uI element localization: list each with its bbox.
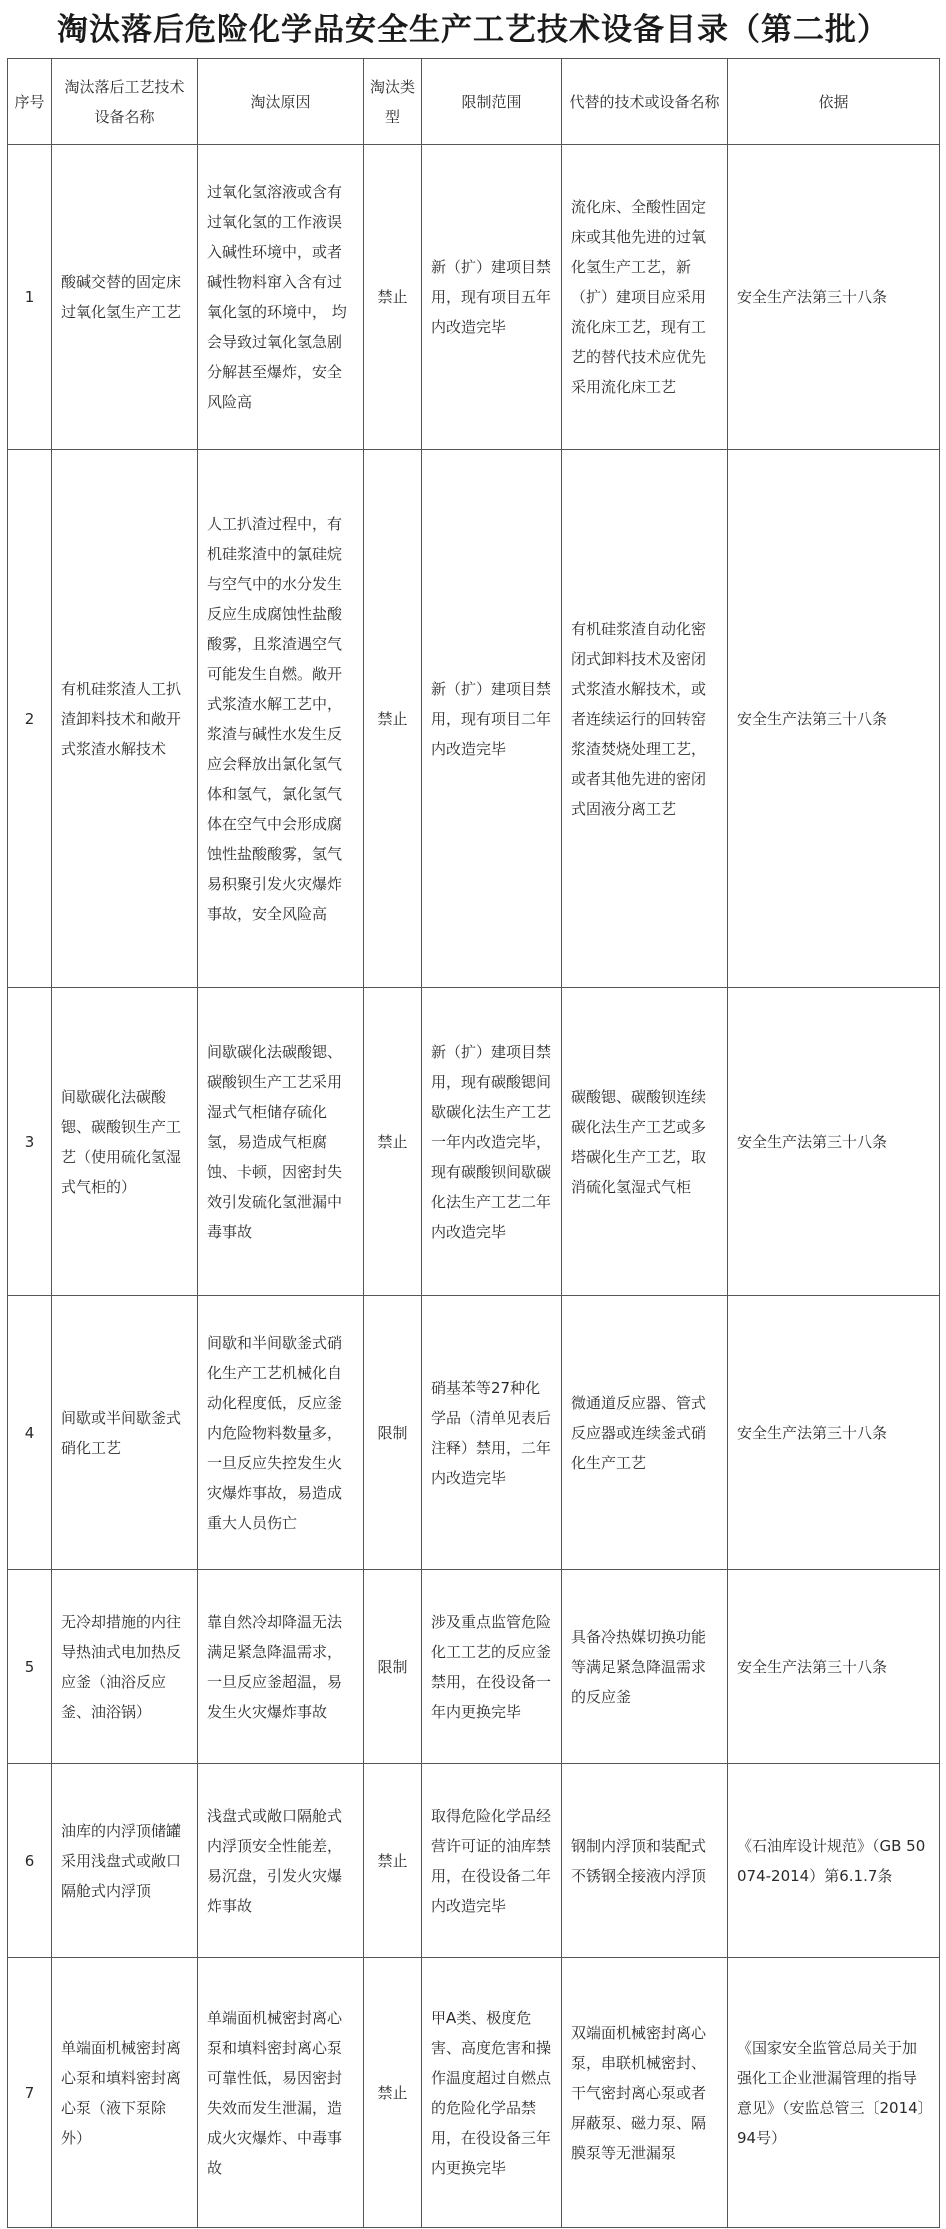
cell-scope: 硝基苯等27种化学品（清单见表后注释）禁用，二年内改造完毕 bbox=[422, 1296, 562, 1570]
catalog-table bbox=[7, 58, 940, 2228]
page-title: 淘汰落后危险化学品安全生产工艺技术设备目录（第二批） bbox=[57, 12, 889, 48]
header-name: 淘汰落后工艺技术设备名称 bbox=[52, 59, 198, 145]
cell-seq: 6 bbox=[8, 1764, 52, 1958]
cell-name: 油库的内浮顶储罐采用浅盘式或敞口隔舱式内浮顶 bbox=[52, 1764, 198, 1958]
cell-seq: 2 bbox=[8, 450, 52, 988]
cell-basis: 安全生产法第三十八条 bbox=[728, 1296, 940, 1570]
header-seq: 序号 bbox=[8, 59, 52, 145]
cell-basis: 安全生产法第三十八条 bbox=[728, 1570, 940, 1764]
cell-name: 酸碱交替的固定床过氧化氢生产工艺 bbox=[52, 145, 198, 450]
cell-name: 间歇或半间歇釜式硝化工艺 bbox=[52, 1296, 198, 1570]
cell-reason: 靠自然冷却降温无法满足紧急降温需求，一旦反应釜超温，易发生火灾爆炸事故 bbox=[198, 1570, 364, 1764]
cell-basis: 安全生产法第三十八条 bbox=[728, 145, 940, 450]
cell-replacement: 微通道反应器、管式反应器或连续釜式硝化生产工艺 bbox=[562, 1296, 728, 1570]
cell-seq: 4 bbox=[8, 1296, 52, 1570]
cell-seq: 3 bbox=[8, 988, 52, 1296]
header-basis: 依据 bbox=[728, 59, 940, 145]
table-row bbox=[8, 988, 940, 1296]
cell-replacement: 有机硅浆渣自动化密闭式卸料技术及密闭式浆渣水解技术，或者连续运行的回转窑浆渣焚烧处理工艺，或者其他先进的密闭式固液分离工艺 bbox=[562, 450, 728, 988]
cell-type: 禁止 bbox=[364, 988, 422, 1296]
cell-replacement: 双端面机械密封离心泵，串联机械密封、干气密封离心泵或者屏蔽泵、磁力泵、隔膜泵等无泄漏泵 bbox=[562, 1958, 728, 2228]
header-type: 淘汰类型 bbox=[364, 59, 422, 145]
cell-replacement: 钢制内浮顶和装配式不锈钢全接液内浮顶 bbox=[562, 1764, 728, 1958]
header-row bbox=[8, 59, 940, 145]
cell-scope: 取得危险化学品经营许可证的油库禁用，在役设备二年内改造完毕 bbox=[422, 1764, 562, 1958]
cell-scope: 新（扩）建项目禁用，现有项目二年内改造完毕 bbox=[422, 450, 562, 988]
cell-reason: 单端面机械密封离心泵和填料密封离心泵可靠性低，易因密封失效而发生泄漏，造成火灾爆炸、中毒事故 bbox=[198, 1958, 364, 2228]
cell-seq: 7 bbox=[8, 1958, 52, 2228]
cell-type: 限制 bbox=[364, 1296, 422, 1570]
cell-replacement: 流化床、全酸性固定床或其他先进的过氧化氢生产工艺，新（扩）建项目应采用流化床工艺，现有工艺的替代技术应优先采用流化床工艺 bbox=[562, 145, 728, 450]
cell-basis: 安全生产法第三十八条 bbox=[728, 450, 940, 988]
cell-basis: 《石油库设计规范》（GB 50074-2014）第6.1.7条 bbox=[728, 1764, 940, 1958]
table-row bbox=[8, 1296, 940, 1570]
table-row bbox=[8, 450, 940, 988]
cell-type: 限制 bbox=[364, 1570, 422, 1764]
cell-basis: 《国家安全监管总局关于加强化工企业泄漏管理的指导意见》（安监总管三〔2014〕94号） bbox=[728, 1958, 940, 2228]
cell-reason: 过氧化氢溶液或含有过氧化氢的工作液误入碱性环境中，或者碱性物料窜入含有过氧化氢的环境中， 均会导致过氧化氢急剧分解甚至爆炸，安全风险高 bbox=[198, 145, 364, 450]
header-replacement: 代替的技术或设备名称 bbox=[562, 59, 728, 145]
header-reason: 淘汰原因 bbox=[198, 59, 364, 145]
cell-name: 有机硅浆渣人工扒渣卸料技术和敞开式浆渣水解技术 bbox=[52, 450, 198, 988]
cell-replacement: 碳酸锶、碳酸钡连续碳化法生产工艺或多塔碳化生产工艺，取消硫化氢湿式气柜 bbox=[562, 988, 728, 1296]
cell-replacement: 具备冷热媒切换功能等满足紧急降温需求的反应釜 bbox=[562, 1570, 728, 1764]
cell-scope: 新（扩）建项目禁用，现有碳酸锶间歇碳化法生产工艺一年内改造完毕，现有碳酸钡间歇碳化法生产工艺二年内改造完毕 bbox=[422, 988, 562, 1296]
table-row bbox=[8, 1764, 940, 1958]
cell-scope: 新（扩）建项目禁用，现有项目五年内改造完毕 bbox=[422, 145, 562, 450]
table-row bbox=[8, 1958, 940, 2228]
cell-seq: 1 bbox=[8, 145, 52, 450]
cell-name: 无冷却措施的内往导热油式电加热反应釜（油浴反应釜、油浴锅） bbox=[52, 1570, 198, 1764]
cell-seq: 5 bbox=[8, 1570, 52, 1764]
cell-reason: 人工扒渣过程中，有机硅浆渣中的氯硅烷与空气中的水分发生反应生成腐蚀性盐酸酸雾，且浆渣遇空气可能发生自燃。敞开式浆渣水解工艺中，浆渣与碱性水发生反应会释放出氯化氢气体和氢气，氯化氢气体在空气中会形成腐蚀性盐酸酸雾，氢气易积聚引发火灾爆炸事故，安全风险高 bbox=[198, 450, 364, 988]
cell-type: 禁止 bbox=[364, 450, 422, 988]
cell-basis: 安全生产法第三十八条 bbox=[728, 988, 940, 1296]
cell-type: 禁止 bbox=[364, 145, 422, 450]
cell-scope: 甲A类、极度危害、高度危害和操作温度超过自燃点的危险化学品禁用，在役设备三年内更换完毕 bbox=[422, 1958, 562, 2228]
cell-name: 间歇碳化法碳酸锶、碳酸钡生产工艺（使用硫化氢湿式气柜的） bbox=[52, 988, 198, 1296]
cell-type: 禁止 bbox=[364, 1764, 422, 1958]
table-row bbox=[8, 1570, 940, 1764]
header-scope: 限制范围 bbox=[422, 59, 562, 145]
cell-name: 单端面机械密封离心泵和填料密封离心泵（液下泵除外） bbox=[52, 1958, 198, 2228]
table-row bbox=[8, 145, 940, 450]
cell-type: 禁止 bbox=[364, 1958, 422, 2228]
cell-scope: 涉及重点监管危险化工工艺的反应釜禁用，在役设备一年内更换完毕 bbox=[422, 1570, 562, 1764]
cell-reason: 间歇和半间歇釜式硝化生产工艺机械化自动化程度低，反应釜内危险物料数量多，一旦反应失控发生火灾爆炸事故，易造成重大人员伤亡 bbox=[198, 1296, 364, 1570]
cell-reason: 间歇碳化法碳酸锶、碳酸钡生产工艺采用湿式气柜储存硫化氢，易造成气柜腐蚀、卡顿，因密封失效引发硫化氢泄漏中毒事故 bbox=[198, 988, 364, 1296]
cell-reason: 浅盘式或敞口隔舱式内浮顶安全性能差，易沉盘，引发火灾爆炸事故 bbox=[198, 1764, 364, 1958]
